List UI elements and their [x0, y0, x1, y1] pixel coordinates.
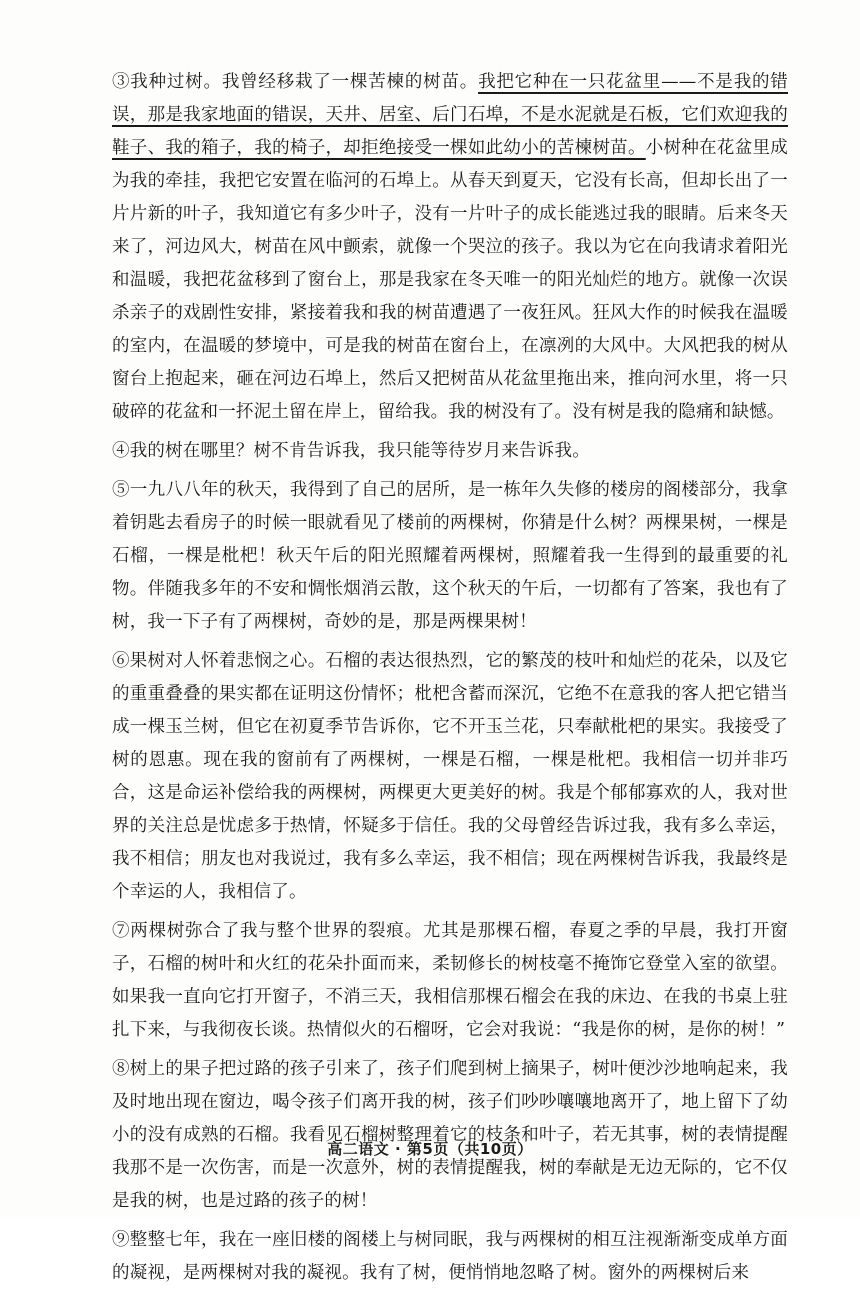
paragraph-5: ⑤一九八八年的秋天，我得到了自己的居所，是一栋年久失修的楼房的阁楼部分，我拿着钥匙去看房子的时候一眼就看见了楼前的两棵树，你猜是什么树？两棵果树，一棵是石榴，一棵是枇杷！秋天午后的阳光照耀着两棵树，照耀着我一生得到的最重要的礼物。伴随我多年的不安和惆怅烟消云散，这个秋天的午后，一切都有了答案，我也有了树，我一下子有了两棵树，奇妙的是，那是两棵果树！	[112, 480, 788, 632]
paragraph-6: ⑥果树对人怀着悲悯之心。石榴的表达很热烈，它的繁茂的枝叶和灿烂的花朵，以及它的重重叠叠的果实都在证明这份情怀；枇杷含蓄而深沉，它绝不在意我的客人把它错当成一棵玉兰树，但它在初夏季节告诉你，它不开玉兰花，只奉献枇杷的果实。我接受了树的恩惠。现在我的窗前有了两棵树，一棵是石榴，一棵是枇杷。我相信一切并非巧合，这是命运补偿给我的两棵树，两棵更大更美好的树。我是个郁郁寡欢的人，我对世界的关注总是忧虑多于热情，怀疑多于信任。我的父母曾经告诉过我，我有多么幸运，我不相信；朋友也对我说过，我有多么幸运，我不相信；现在两棵树告诉我，我最终是个幸运的人，我相信了。	[112, 651, 788, 902]
article-body	[112, 66, 788, 1296]
paragraph-3-remainder: 小树种在花盆里成为我的牵挂，我把它安置在临河的石埠上。从春天到夏天，它没有长高，但却长出了一片片新的叶子，我知道它有多少叶子，没有一片叶子的成长能逃过我的眼睛。后来冬天来了，河边风大，树苗在风中颤索，就像一个哭泣的孩子。我以为它在向我请求着阳光和温暖，我把花盆移到了窗台上，那是我家在冬天唯一的阳光灿烂的地方。就像一次误杀亲子的戏剧性安排，紧接着我和我的树苗遭遇了一夜狂风。狂风大作的时候我在温暖的室内，在温暖的梦境中，可是我的树苗在窗台上，在凛冽的大风中。大风把我的树从窗台上抱起来，砸在河边石埠上，然后又把树苗从花盆里拖出来，推向河水里，将一只破碎的花盆和一抔泥土留在岸上，留给我。我的树没有了。没有树是我的隐痛和缺憾。	[112, 138, 788, 422]
paragraph-3-opening: ③我种过树。我曾经移栽了一棵苦楝的树苗。	[112, 72, 479, 92]
paragraph-9: ⑨整整七年，我在一座旧楼的阁楼上与树同眠，我与两棵树的相互注视渐渐变成单方面的凝视，是两棵树对我的凝视。我有了树，便悄悄地忽略了树。窗外的两棵树后来	[112, 1230, 788, 1283]
paragraph-3	[112, 66, 788, 429]
paragraph-3-underlined-sentence: 我把它种在一只花盆里——不是我的错误，那是我家地面的错误，天井、居室、后门石埠，不是水泥就是石板，它们欢迎我的鞋子、我的箱子，我的椅子，却拒绝接受一棵如此幼小的苦楝树苗。	[112, 72, 789, 158]
page-footer: 高二语文 · 第5页（共10页）	[327, 1140, 533, 1158]
paragraph-8: ⑧树上的果子把过路的孩子引来了，孩子们爬到树上摘果子，树叶便沙沙地响起来，我及时地出现在窗边，喝令孩子们离开我的树，孩子们吵吵嚷嚷地离开了，地上留下了幼小的没有成熟的石榴。我看见石榴树整理着它的枝条和叶子，若无其事，树的表情提醒我那不是一次伤害，而是一次意外，树的表情提醒我，树的奉献是无边无际的，它不仅是我的树，也是过路的孩子的树！	[112, 1059, 788, 1211]
paragraph-4: ④我的树在哪里？树不肯告诉我，我只能等待岁月来告诉我。	[112, 441, 590, 461]
paragraph-7: ⑦两棵树弥合了我与整个世界的裂痕。尤其是那棵石榴，春夏之季的早晨，我打开窗子，石榴的树叶和火红的花朵扑面而来，柔韧修长的树枝毫不掩饰它登堂入室的欲望。如果我一直向它打开窗子，不消三天，我相信那棵石榴会在我的床边、在我的书桌上驻扎下来，与我彻夜长谈。热情似火的石榴呀，它会对我说：“我是你的树，是你的树！”	[112, 921, 788, 1040]
